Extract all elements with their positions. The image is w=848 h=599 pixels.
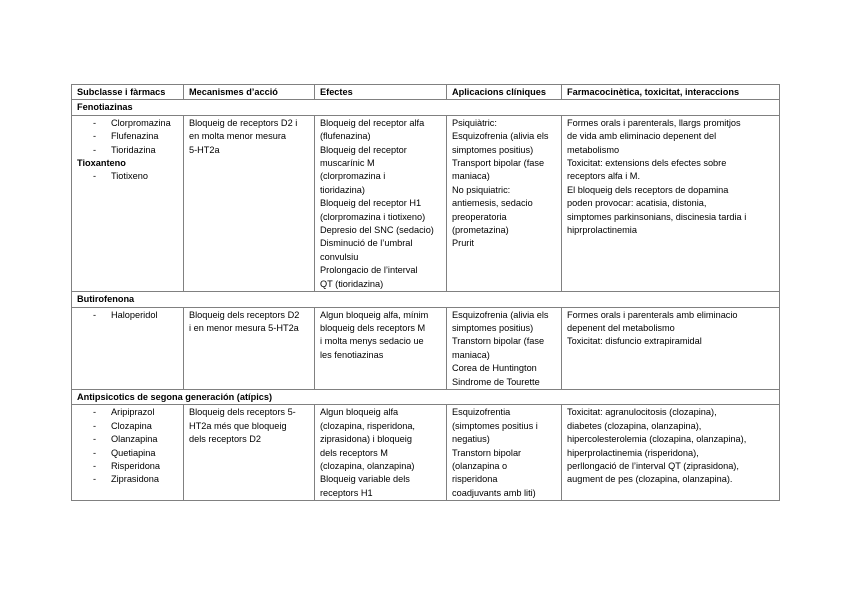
mechanism-cell xyxy=(184,115,315,291)
cell-line: hiprprolactinemia xyxy=(567,225,637,236)
cell-line: Disminució de l’umbral xyxy=(320,238,413,249)
drug-table xyxy=(71,84,780,501)
drug-name: Flufenazina xyxy=(111,131,159,142)
bullet-dash: - xyxy=(93,131,97,142)
drug-item xyxy=(77,447,179,460)
cell-line: Depresio del SNC (sedacio) xyxy=(320,225,434,236)
bullet-dash: - xyxy=(93,407,97,418)
cell-line: Bloqueig de receptors D2 i xyxy=(189,117,298,128)
cell-line: Toxicitat: disfuncio extrapiramidal xyxy=(567,336,702,347)
drug-item xyxy=(77,473,179,486)
cell-line: dels receptors D2 xyxy=(189,434,262,445)
drug-item xyxy=(77,144,179,157)
cell-line: (clorpromazina i tiotixeno) xyxy=(320,211,426,222)
cell-line: (simptomes positius i xyxy=(452,420,538,431)
cell-line: (prometazina) xyxy=(452,225,509,236)
applications-cell xyxy=(447,405,562,501)
cell-line: Transport bipolar (fase xyxy=(452,158,545,169)
cell-line: i molta menys sedacio ue xyxy=(320,336,424,347)
pharmacokinetics-cell xyxy=(562,405,780,501)
drug-item xyxy=(77,117,179,130)
section-title: Antipsicotics de segona generación (atípics) xyxy=(72,389,780,404)
cell-line: Transtorn bipolar (fase xyxy=(452,336,545,347)
drug-item xyxy=(77,130,179,143)
table-body xyxy=(72,100,780,501)
header-row xyxy=(72,85,780,100)
cell-line: poden provocar: acatisia, distonia, xyxy=(567,198,707,209)
drug-name: Aripiprazol xyxy=(111,407,155,418)
effects-cell xyxy=(315,307,447,389)
effects-cell xyxy=(315,115,447,291)
drug-name: Clozapina xyxy=(111,420,152,431)
bullet-dash: - xyxy=(93,117,97,128)
section-row xyxy=(72,389,780,404)
applications-cell xyxy=(447,307,562,389)
cell-line: Psiquiàtric: xyxy=(452,117,497,128)
cell-line: No psiquiatric: xyxy=(452,184,511,195)
cell-line: (flufenazina) xyxy=(320,131,371,142)
cell-line: diabetes (clozapina, olanzapina), xyxy=(567,420,702,431)
cell-line: Bloqueig del receptor H1 xyxy=(320,198,422,209)
drug-name: Tiotixeno xyxy=(111,171,148,182)
bullet-dash: - xyxy=(93,309,97,320)
drug-name: Olanzapina xyxy=(111,434,158,445)
cell-line: depenent del metabolismo xyxy=(567,322,675,333)
cell-line: convulsiu xyxy=(320,251,359,262)
cell-line: perllongació de l’interval QT (ziprasidona), xyxy=(567,460,739,471)
cell-line: les fenotiazinas xyxy=(320,349,384,360)
table-row xyxy=(72,307,780,389)
drug-name: Quetiapina xyxy=(111,447,156,458)
drug-item xyxy=(77,460,179,473)
drugs-cell xyxy=(72,115,184,291)
cell-line: (olanzapina o xyxy=(452,460,508,471)
cell-line: simptomes positius) xyxy=(452,322,534,333)
subgroup-label: Tioxanteno xyxy=(77,158,126,169)
cell-line: risperidona xyxy=(452,474,498,485)
drug-item xyxy=(77,420,179,433)
cell-line: simptomes parkinsonians, discinesia tardia i xyxy=(567,211,747,222)
pharmacokinetics-cell xyxy=(562,307,780,389)
section-row xyxy=(72,292,780,307)
header-pharmacokinetics: Farmacocinètica, toxicitat, interaccions xyxy=(562,85,780,100)
bullet-dash: - xyxy=(93,434,97,445)
cell-line: Esquizofrenia (alivia els xyxy=(452,309,549,320)
drug-name: Tioridazina xyxy=(111,144,156,155)
cell-line: Transtorn bipolar xyxy=(452,447,522,458)
cell-line: 5-HT2a xyxy=(189,144,220,155)
cell-line: maniaca) xyxy=(452,349,490,360)
cell-line: Algun bloqueig alfa xyxy=(320,407,399,418)
section-title: Butirofenona xyxy=(72,292,780,307)
cell-line: receptors H1 xyxy=(320,487,373,498)
cell-line: Bloqueig del receptor xyxy=(320,144,407,155)
cell-line: Algun bloqueig alfa, mínim xyxy=(320,309,429,320)
cell-line: metabolismo xyxy=(567,144,620,155)
section-row xyxy=(72,100,780,115)
cell-line: hiperprolactinemia (risperidona), xyxy=(567,447,699,458)
drug-item xyxy=(77,170,179,183)
cell-line: Corea de Huntington xyxy=(452,363,537,374)
drugs-cell xyxy=(72,405,184,501)
cell-line: receptors alfa i M. xyxy=(567,171,641,182)
cell-line: Bloqueig del receptor alfa xyxy=(320,117,425,128)
mechanism-cell xyxy=(184,405,315,501)
drug-item xyxy=(77,433,179,446)
bullet-dash: - xyxy=(93,144,97,155)
header-effects: Efectes xyxy=(315,85,447,100)
drug-name: Haloperidol xyxy=(111,309,158,320)
cell-line: ziprasidona) i bloqueig xyxy=(320,434,412,445)
table-row xyxy=(72,115,780,291)
cell-line: preoperatoria xyxy=(452,211,507,222)
header-subclass: Subclasse i fàrmacs xyxy=(72,85,184,100)
cell-line: i en menor mesura 5-HT2a xyxy=(189,322,299,333)
drugs-cell xyxy=(72,307,184,389)
cell-line: Sindrome de Tourette xyxy=(452,376,540,387)
cell-line: dels receptors M xyxy=(320,447,388,458)
drug-name: Ziprasidona xyxy=(111,474,160,485)
cell-line: bloqueig dels receptors M xyxy=(320,322,426,333)
cell-line: Esquizofrentia xyxy=(452,407,511,418)
cell-line: Prurit xyxy=(452,238,474,249)
cell-line: QT (tioridazina) xyxy=(320,278,384,289)
bullet-dash: - xyxy=(93,474,97,485)
drug-name: Clorpromazina xyxy=(111,117,171,128)
bullet-dash: - xyxy=(93,420,97,431)
bullet-dash: - xyxy=(93,447,97,458)
cell-line: en molta menor mesura xyxy=(189,131,287,142)
cell-line: Toxicitat: extensions dels efectes sobre xyxy=(567,158,727,169)
cell-line: muscarínic M xyxy=(320,158,375,169)
cell-line: Formes orals i parenterals, llargs promitjos xyxy=(567,117,741,128)
cell-line: antiemesis, sedacio xyxy=(452,198,533,209)
cell-line: Bloqueig dels receptors 5- xyxy=(189,407,296,418)
cell-line: HT2a més que bloqueig xyxy=(189,420,287,431)
mechanism-cell xyxy=(184,307,315,389)
cell-line: Bloqueig variable dels xyxy=(320,474,410,485)
header-mechanism: Mecanismes d’acció xyxy=(184,85,315,100)
effects-cell xyxy=(315,405,447,501)
cell-line: Toxicitat: agranulocitosis (clozapina), xyxy=(567,407,717,418)
drug-name: Risperidona xyxy=(111,460,161,471)
cell-line: augment de pes (clozapina, olanzapina). xyxy=(567,474,733,485)
cell-line: Formes orals i parenterals amb eliminacio xyxy=(567,309,738,320)
cell-line: tioridazina) xyxy=(320,184,365,195)
table-row xyxy=(72,405,780,501)
section-title: Fenotiazinas xyxy=(72,100,780,115)
cell-line: de vida amb eliminacio depenent del xyxy=(567,131,717,142)
drug-item xyxy=(77,309,179,322)
cell-line: (clorpromazina i xyxy=(320,171,386,182)
cell-line: hipercolesterolemia (clozapina, olanzapina), xyxy=(567,434,747,445)
cell-line: coadjuvants amb liti) xyxy=(452,487,536,498)
header-applications: Aplicacions clíniques xyxy=(447,85,562,100)
cell-line: (clozapina, olanzapina) xyxy=(320,460,415,471)
cell-line: (clozapina, risperidona, xyxy=(320,420,415,431)
cell-line: Prolongacio de l’interval xyxy=(320,265,418,276)
bullet-dash: - xyxy=(93,460,97,471)
cell-line: Bloqueig dels receptors D2 xyxy=(189,309,300,320)
bullet-dash: - xyxy=(93,171,97,182)
cell-line: maniaca) xyxy=(452,171,490,182)
pharmacokinetics-cell xyxy=(562,115,780,291)
cell-line: Esquizofrenia (alivia els xyxy=(452,131,549,142)
cell-line: simptomes positius) xyxy=(452,144,534,155)
drug-item xyxy=(77,406,179,419)
cell-line: El bloqueig dels receptors de dopamina xyxy=(567,184,729,195)
cell-line: negatius) xyxy=(452,434,490,445)
applications-cell xyxy=(447,115,562,291)
